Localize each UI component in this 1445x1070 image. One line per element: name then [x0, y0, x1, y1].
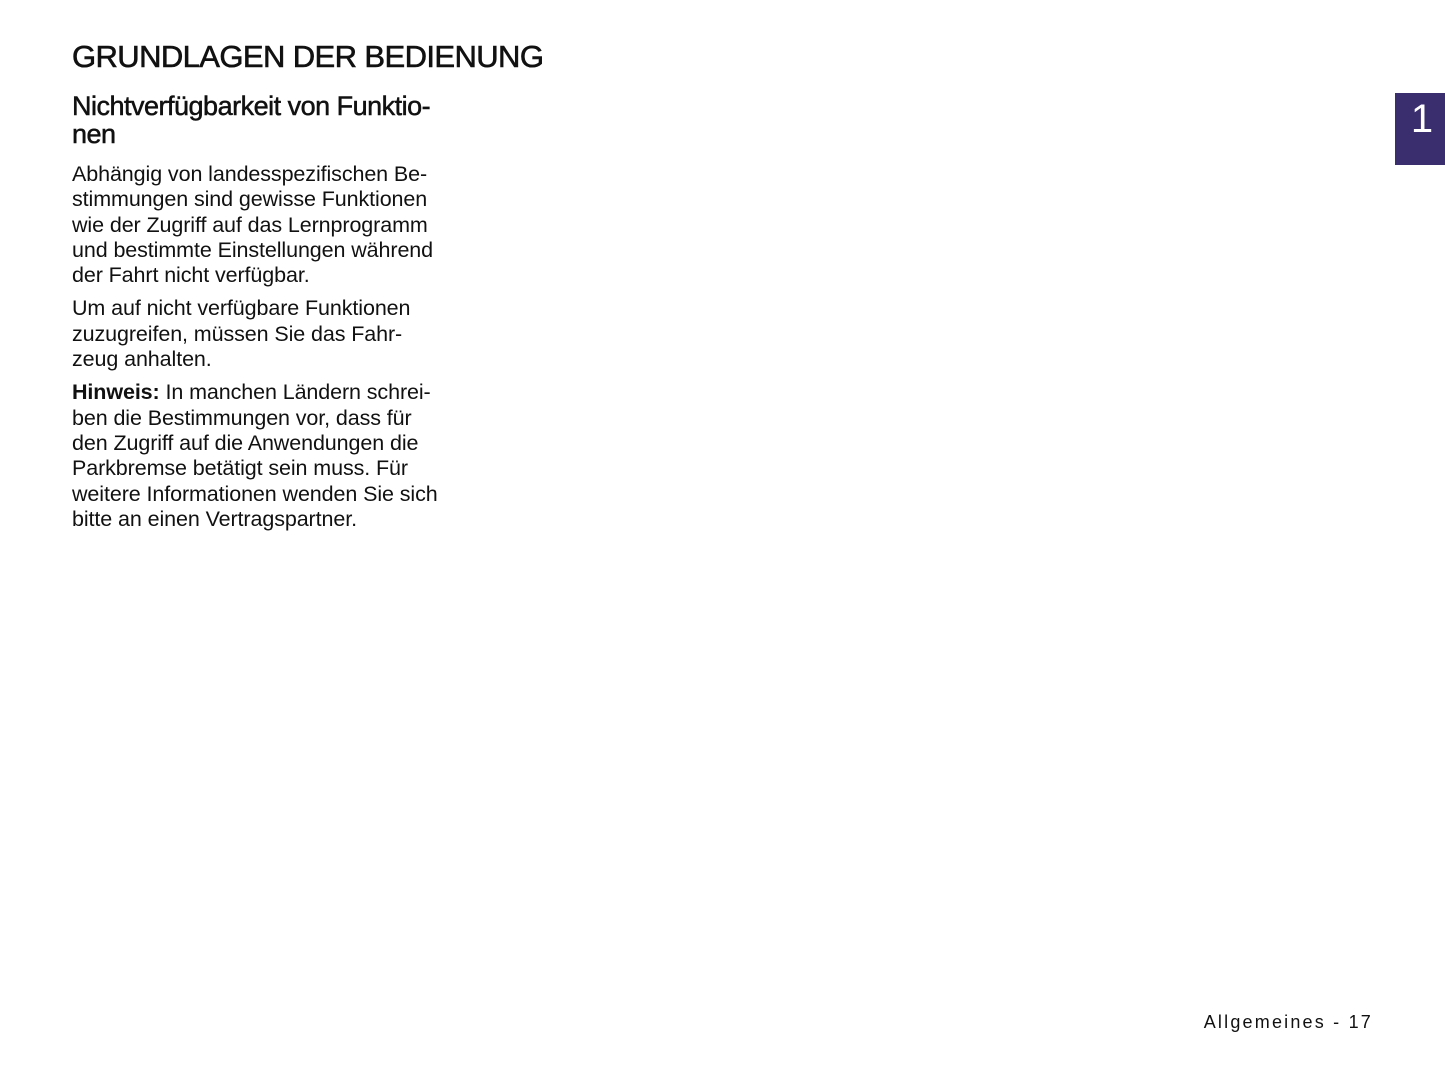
- paragraph-line: und bestimmte Einstellungen während: [72, 237, 434, 262]
- page-title: GRUNDLAGEN DER BEDIENUNG: [72, 39, 544, 74]
- section-heading-line: Nichtverfügbarkeit von Funktio-: [72, 91, 431, 121]
- note-paragraph: [72, 380, 472, 532]
- note-first-line: [72, 380, 472, 405]
- note-line: den Zugriff auf die Anwendungen die: [72, 430, 419, 455]
- note-line: Parkbremse betätigt sein muss. Für: [72, 456, 408, 481]
- paragraph-stop-vehicle: [72, 296, 472, 372]
- paragraph-line: stimmungen sind gewisse Funktionen: [72, 187, 428, 212]
- note-line: ben die Bestimmungen vor, dass für: [72, 405, 412, 430]
- section-heading-line: nen: [72, 119, 116, 149]
- content-column: [72, 92, 472, 540]
- page-footer: Allgemeines - 17: [1203, 1012, 1373, 1032]
- note-line: bitte an einen Vertragspartner.: [72, 506, 357, 531]
- paragraph-line: wie der Zugriff auf das Lernprogramm: [72, 212, 428, 237]
- chapter-tab: 1: [1395, 93, 1445, 165]
- section-heading: [72, 92, 472, 148]
- paragraph-line: zuzugreifen, müssen Sie das Fahr-: [72, 321, 403, 346]
- note-label: Hinweis:: [72, 380, 160, 405]
- paragraph-line: Abhängig von landesspezifischen Be-: [72, 162, 428, 186]
- paragraph-line: zeug anhalten.: [72, 347, 212, 372]
- paragraph-line: der Fahrt nicht verfügbar.: [72, 263, 310, 288]
- note-line: weitere Informationen wenden Sie sich: [72, 481, 438, 506]
- paragraph-availability: [72, 162, 472, 288]
- note-line: In manchen Ländern schrei-: [159, 380, 431, 405]
- paragraph-line: Um auf nicht verfügbare Funktionen: [72, 296, 411, 321]
